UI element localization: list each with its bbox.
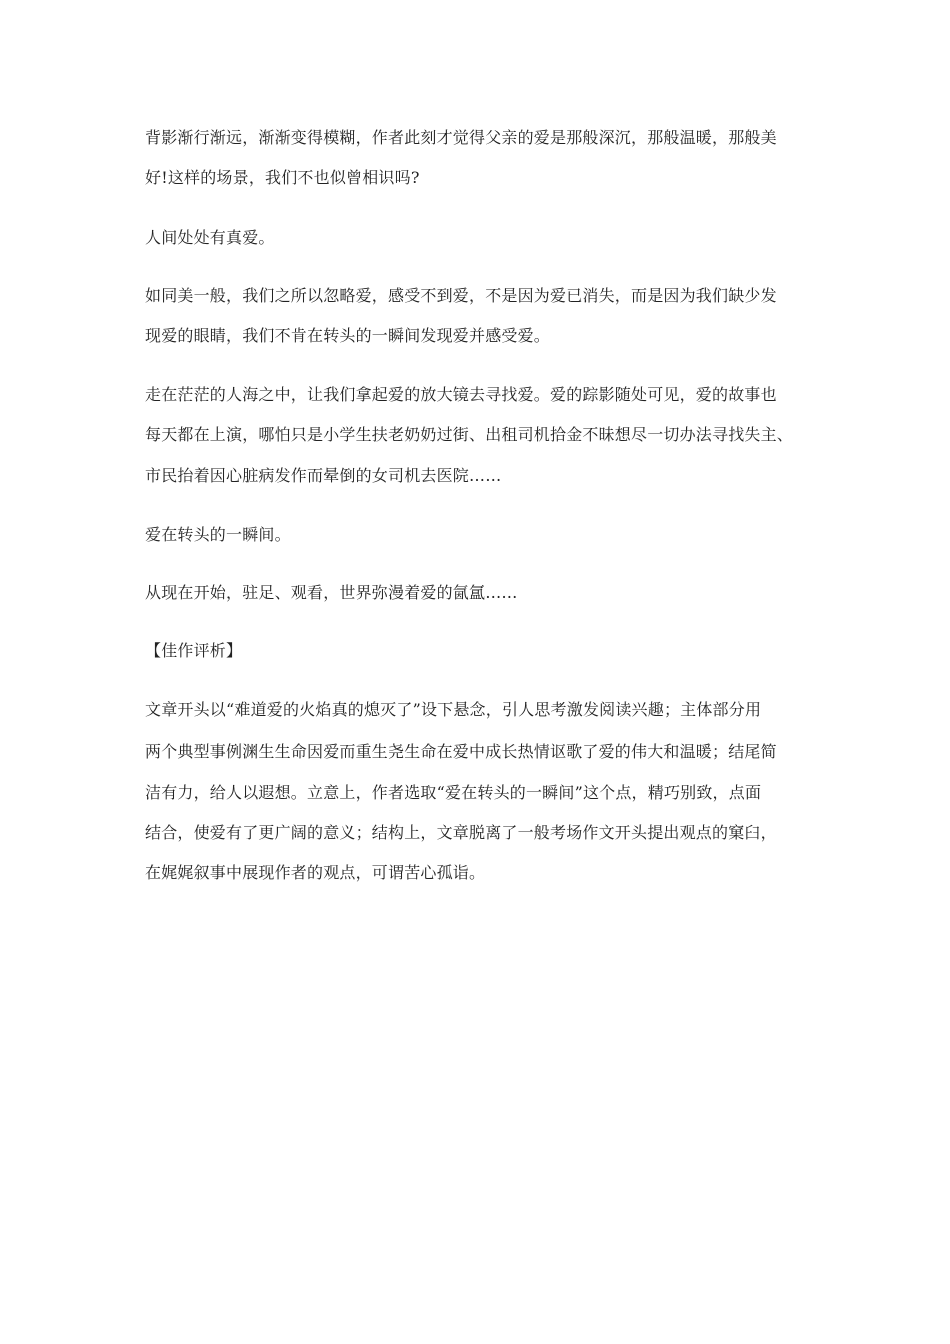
paragraph-line: 人间处处有真爱。	[145, 228, 275, 247]
paragraph-line: 市民抬着因心脏病发作而晕倒的女司机去医院……	[145, 466, 502, 485]
paragraph-line: 洁有力，给人以遐想。立意上，作者选取“爱在转头的一瞬间”这个点，精巧别致，点面	[145, 783, 762, 802]
paragraph-line: 背影渐行渐远，渐渐变得模糊，作者此刻才觉得父亲的爱是那般深沉，那般温暖，那般美	[145, 128, 777, 147]
paragraph-line: 在娓娓叙事中展现作者的观点，可谓苦心孤诣。	[145, 863, 486, 882]
paragraph-line: 走在茫茫的人海之中，让我们拿起爱的放大镜去寻找爱。爱的踪影随处可见，爱的故事也	[145, 385, 777, 404]
paragraph-line: 两个典型事例渊生生命因爱而重生尧生命在爱中成长热情讴歌了爱的伟大和温暖；结尾简	[145, 742, 777, 761]
paragraph-line: 爱在转头的一瞬间。	[145, 525, 291, 544]
paragraph-line: 如同美一般，我们之所以忽略爱，感受不到爱，不是因为爱已消失，而是因为我们缺少发	[145, 286, 777, 305]
paragraph-line: 文章开头以“难道爱的火焰真的熄灭了”设下悬念，引人思考激发阅读兴趣；主体部分用	[145, 700, 762, 719]
section-heading: 【佳作评析】	[145, 641, 243, 660]
paragraph-line: 现爱的眼睛，我们不肯在转头的一瞬间发现爱并感受爱。	[145, 326, 551, 345]
paragraph-line: 好!这样的场景，我们不也似曾相识吗?	[145, 168, 420, 187]
paragraph-line: 从现在开始，驻足、观看，世界弥漫着爱的氤氲……	[145, 583, 518, 602]
paragraph-line: 结合，使爱有了更广阔的意义；结构上，文章脱离了一般考场作文开头提出观点的窠臼，	[145, 823, 777, 842]
paragraph-line: 每天都在上演，哪怕只是小学生扶老奶奶过街、出租司机拾金不昧想尽一切办法寻找失主、	[145, 425, 794, 444]
